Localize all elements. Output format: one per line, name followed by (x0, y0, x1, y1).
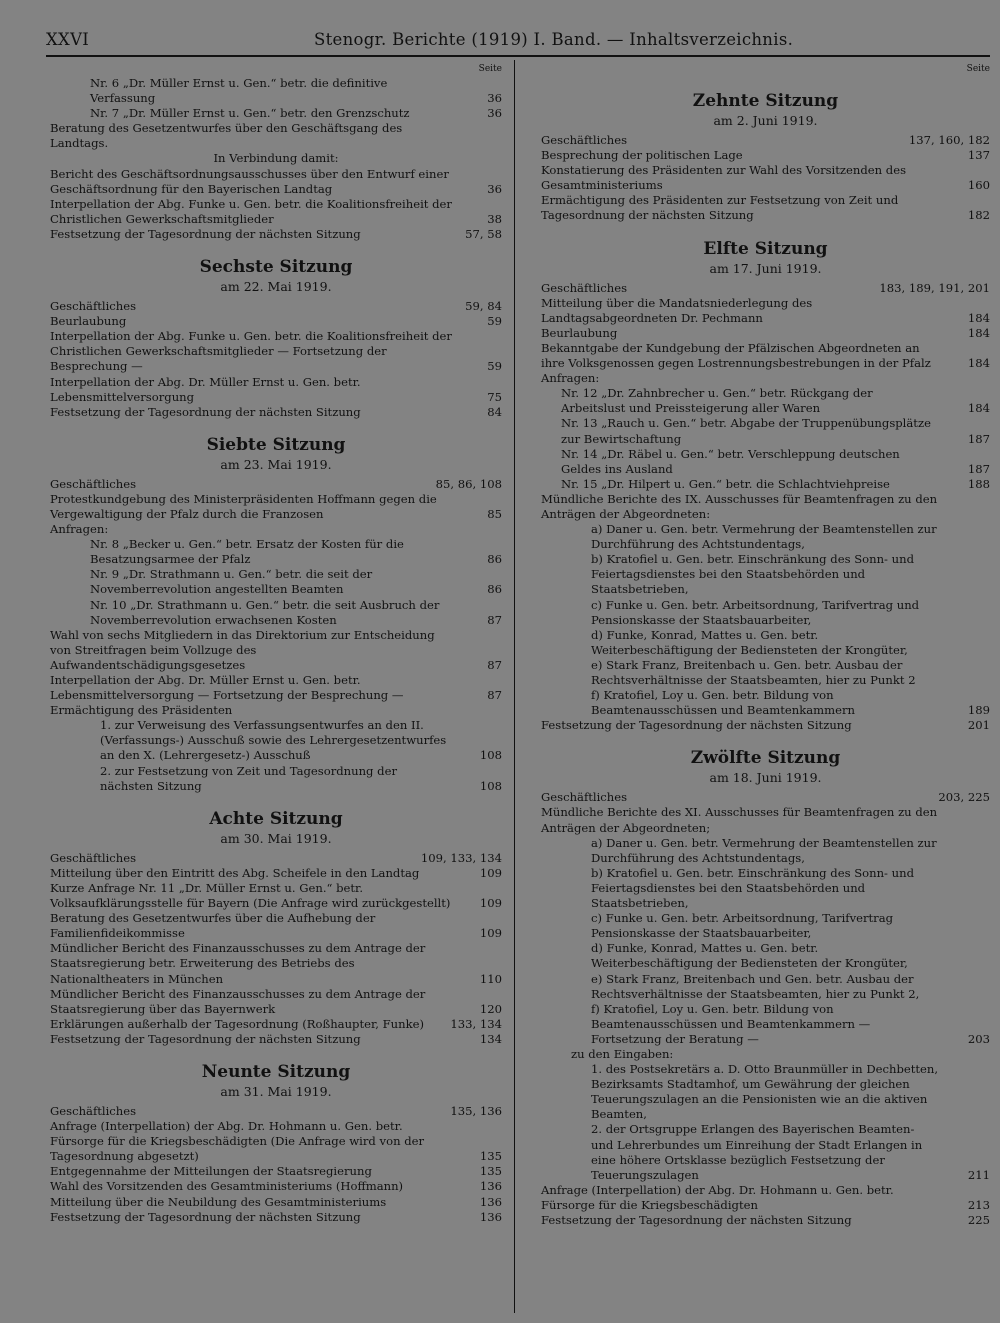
toc-entry (541, 1122, 990, 1182)
toc-entry (50, 673, 502, 703)
toc-entry-text: Geschäftliches (541, 280, 628, 295)
toc-entry-text: Nr. 13 „Rauch u. Gen.“ betr. Abgabe der Truppenübungsplätze zur Bewirtschaftung (561, 416, 931, 446)
section-title: Elfte Sitzung (703, 238, 828, 259)
toc-page-number: 59 (487, 314, 502, 329)
toc-entry (541, 805, 990, 835)
toc-entry (50, 375, 502, 405)
toc-page-number: 109 (479, 865, 502, 880)
toc-page-number: 59, 84 (465, 299, 502, 314)
page-header (46, 30, 988, 54)
toc-page-number: 187 (967, 431, 990, 446)
toc-entry-text: Nr. 7 „Dr. Müller Ernst u. Gen.“ betr. den Grenzschutz (90, 106, 410, 121)
toc-entry (50, 197, 502, 227)
toc-entry-text: a) Daner u. Gen. betr. Vermehrung der Beamtenstellen zur Durchführung des Achtstundentags, (591, 835, 937, 865)
toc-page-number: 36 (487, 91, 502, 106)
toc-entry (50, 492, 502, 522)
toc-entry (541, 416, 990, 446)
toc-entry (50, 941, 502, 986)
toc-entry-text: Geschäftliches (50, 850, 137, 865)
toc-entry-text: Mitteilung über die Mandatsniederlegung des Landtagsabgeordneten Dr. Pechmann (541, 295, 813, 325)
toc-entry (541, 836, 990, 866)
toc-entry (50, 227, 502, 242)
toc-entry-text: Festsetzung der Tagesordnung der nächsten Sitzung (541, 718, 852, 733)
toc-entry (541, 598, 990, 628)
toc-entry-text: Wahl von sechs Mitgliedern in das Direktorium zur Entscheidung von Streitfragen beim Vollzuge des Aufwandentschädigungsgesetzes (50, 627, 435, 672)
toc-entry (541, 477, 990, 492)
toc-entry-text: 2. der Ortsgruppe Erlangen des Bayerischen Beamten- und Lehrerbundes um Einreihung der Stadt Erlangen in eine höhere Ortsklasse bezüglich Festsetzung der Teuerungszulagen (591, 1122, 923, 1182)
toc-entry (50, 764, 502, 794)
toc-entry-text: Ermächtigung des Präsidenten (50, 703, 233, 718)
toc-entry-text: d) Funke, Konrad, Mattes u. Gen. betr. Weiterbeschäftigung der Bediensteten der Krongüter, (591, 627, 908, 657)
toc-entry (50, 987, 502, 1017)
toc-entry-text: Anfrage (Interpellation) der Abg. Dr. Hohmann u. Gen. betr. Fürsorge für die Kriegsbeschädigten (541, 1182, 894, 1212)
toc-entry (541, 658, 990, 688)
toc-entry-text: Geschäftliches (541, 790, 628, 805)
section-title: Zwölfte Sitzung (690, 748, 841, 769)
toc-page-number: 120 (479, 1001, 502, 1016)
toc-page-number: 86 (487, 552, 502, 567)
toc-page-number: 86 (487, 582, 502, 597)
toc-entry-text: Geschäftliches (50, 1103, 137, 1118)
toc-entry-text: Entgegennahme der Mitteilungen der Staatsregierung (50, 1164, 372, 1179)
toc-page-number: 225 (967, 1213, 990, 1227)
toc-entry-text: e) Stark Franz, Breitenbach u. Gen. betr. Ausbau der Rechtsverhältnisse der Staatsbeamten, hier zu Punkt 2 (591, 657, 916, 687)
toc-page-number: 36 (487, 181, 502, 196)
toc-entry-text: Konstatierung des Präsidenten zur Wahl des Vorsitzenden des Gesamtministeriums (541, 163, 907, 193)
toc-entry-text: Festsetzung der Tagesordnung der nächsten Sitzung (50, 226, 361, 241)
toc-page-number: 75 (487, 389, 502, 404)
toc-entry (50, 1195, 502, 1210)
toc-entry (541, 447, 990, 477)
toc-entry (50, 76, 502, 106)
toc-entry (541, 866, 990, 911)
toc-entry (541, 1002, 990, 1047)
seite-label: Seite (478, 64, 502, 74)
toc-entry-text: 1. des Postsekretärs a. D. Otto Braunmüller in Dechbetten, Bezirksamts Stadtamhof, um Gewährung der gleichen Teuerungszulagen an die Pensionisten wie an die aktiven Beamten, (591, 1062, 939, 1122)
toc-entry-text: Nr. 14 „Dr. Räbel u. Gen.“ betr. Verschleppung deutschen Geldes ins Ausland (561, 446, 900, 476)
toc-entry (50, 1119, 502, 1164)
toc-entry-text: d) Funke, Konrad, Mattes u. Gen. betr. Weiterbeschäftigung der Bediensteten der Krongüter, (591, 941, 908, 971)
toc-entry (541, 911, 990, 941)
toc-entry-text: Bekanntgabe der Kundgebung der Pfälzischen Abgeordneten an ihre Volksgenossen gegen Lostrennungsbestrebungen in der Pfalz (541, 340, 931, 371)
toc-page-number: 203, 225 (938, 790, 990, 805)
toc-page-number: 213 (967, 1197, 990, 1212)
toc-page-number: 59 (487, 359, 502, 374)
toc-page-number: 108 (479, 748, 502, 763)
toc-entry (50, 537, 502, 567)
toc-page-number: 85, 86, 108 (435, 476, 502, 491)
toc-entry (541, 552, 990, 597)
toc-entry-text: Mündliche Berichte des XI. Ausschusses für Beamtenfragen zu den Anträgen der Abgeordneten; (541, 805, 938, 835)
toc-entry (50, 1179, 502, 1194)
toc-entry-text: Nr. 6 „Dr. Müller Ernst u. Gen.“ betr. die definitive Verfassung (90, 76, 388, 106)
toc-entry (541, 718, 990, 733)
toc-entry-text: Nr. 10 „Dr. Strathmann u. Gen.“ betr. die seit Ausbruch der Novemberrevolution erwachsenen Kosten (90, 597, 440, 627)
toc-entry-text: f) Kratofiel, Loy u. Gen. betr. Bildung von Beamtenausschüssen und Beamtenkammern — Fortsetzung der Beratung — (591, 1001, 871, 1046)
page-number-roman: XXVI (46, 30, 90, 49)
toc-entry-text: Ermächtigung des Präsidenten zur Festsetzung von Zeit und Tagesordnung der nächsten Sitzung (541, 193, 899, 223)
toc-entry (541, 688, 990, 718)
toc-entry-text: Interpellation der Abg. Funke u. Gen. betr. die Koalitionsfreiheit der Christlichen Gewerkschaftsmitglieder — Fortsetzung der Besprechung — (50, 329, 452, 374)
toc-entry-text: Anfragen: (50, 522, 109, 537)
toc-page-number: 108 (479, 778, 502, 793)
section-date: am 22. Mai 1919. (220, 279, 332, 295)
toc-page-number: 135, 136 (450, 1103, 502, 1118)
toc-entry (50, 718, 502, 763)
toc-entry-text: Geschäftliches (50, 299, 137, 314)
toc-entry-text: c) Funke u. Gen. betr. Arbeitsordnung, Tarifvertrag Pensionskasse der Staatsbauarbeiter, (591, 911, 894, 941)
toc-entry (50, 106, 502, 121)
toc-entry-text: Festsetzung der Tagesordnung der nächsten Sitzung (50, 1209, 361, 1224)
section-title: Neunte Sitzung (201, 1061, 351, 1082)
toc-page-number: 188 (967, 476, 990, 491)
toc-page-number: 133, 134 (450, 1016, 502, 1031)
toc-page-number: 184 (967, 310, 990, 325)
toc-entry-text: Kurze Anfrage Nr. 11 „Dr. Müller Ernst u. Gen.“ betr. Volksaufklärungsstelle für Bayern (Die Anfrage wird zurückgestellt) (50, 880, 451, 911)
toc-entry (50, 314, 502, 329)
toc-entry-text: Mitteilung über die Neubildung des Gesamtministeriums (50, 1194, 387, 1209)
toc-entry (50, 598, 502, 628)
toc-page-number: 134 (479, 1031, 502, 1046)
toc-entry (541, 1047, 990, 1062)
toc-entry-text: Geschäftliches (50, 476, 137, 491)
section-title: Sechste Sitzung (199, 257, 353, 278)
toc-entry (541, 790, 990, 805)
toc-entry-text: Mündliche Berichte des IX. Ausschusses für Beamtenfragen zu den Anträgen der Abgeordneten: (541, 491, 938, 521)
toc-entry (541, 628, 990, 658)
toc-entry (541, 492, 990, 522)
toc-page-number: 87 (487, 612, 502, 627)
section-date: am 31. Mai 1919. (220, 1083, 332, 1099)
toc-entry-text: Protestkundgebung des Ministerpräsidenten Hoffmann gegen die Vergewaltigung der Pfalz durch die Franzosen (50, 491, 437, 521)
toc-entry (50, 522, 502, 537)
toc-entry-text: zu den Eingaben: (571, 1046, 674, 1061)
toc-entry-text: Festsetzung der Tagesordnung der nächsten Sitzung (50, 1031, 361, 1046)
toc-entry-text: Beratung des Gesetzentwurfes über den Geschäftsgang des Landtags. (50, 121, 403, 151)
toc-entry (541, 1062, 990, 1122)
toc-page-number: 203 (967, 1031, 990, 1046)
left-column (50, 62, 502, 1225)
toc-entry-text: Bericht des Geschäftsordnungsausschusses über den Entwurf einer Geschäftsordnung für den Bayerischen Landtag (50, 166, 449, 196)
toc-page-number: 184 (967, 356, 990, 371)
toc-entry (50, 911, 502, 941)
toc-entry (50, 1210, 502, 1225)
toc-entry (541, 281, 990, 296)
toc-page-number: 85 (487, 506, 502, 521)
toc-entry (541, 296, 990, 326)
toc-page-number: 201 (967, 718, 990, 733)
toc-entry-text: Interpellation der Abg. Dr. Müller Ernst u. Gen. betr. Lebensmittelversorgung (50, 374, 361, 404)
toc-entry (50, 299, 502, 314)
toc-page-number: 160 (967, 178, 990, 193)
toc-entry (541, 148, 990, 163)
toc-page-number: 38 (487, 211, 502, 226)
section-title: Zehnte Sitzung (692, 91, 839, 111)
toc-entry (50, 881, 502, 911)
toc-entry (541, 193, 990, 223)
toc-entry (541, 522, 990, 552)
toc-page-number: 182 (967, 208, 990, 223)
toc-entry-text: Beratung des Gesetzentwurfes über die Aufhebung der Familienfideikommisse (50, 911, 376, 941)
toc-entry (50, 167, 502, 197)
toc-entry (50, 1017, 502, 1032)
toc-entry (541, 972, 990, 1002)
toc-page-number: 109 (479, 896, 502, 911)
column-divider (514, 60, 515, 1313)
toc-page-number: 184 (967, 401, 990, 416)
toc-entry-text: e) Stark Franz, Breitenbach und Gen. betr. Ausbau der Rechtsverhältnisse der Staatsbeamten, hier zu Punkt 2, (591, 971, 920, 1001)
toc-entry-text: Besprechung der politischen Lage (541, 148, 743, 163)
toc-entry-text: Mitteilung über den Eintritt des Abg. Scheifele in den Landtag (50, 865, 420, 880)
section-title: Achte Sitzung (209, 808, 343, 829)
toc-entry-text: Nr. 15 „Dr. Hilpert u. Gen.“ betr. die Schlachtviehpreise (561, 476, 890, 491)
toc-entry (541, 163, 990, 193)
toc-entry-text: Festsetzung der Tagesordnung der nächsten Sitzung (50, 404, 361, 419)
toc-page-number: 84 (487, 404, 502, 419)
toc-entry (50, 703, 502, 718)
toc-entry-text: Nr. 12 „Dr. Zahnbrecher u. Gen.“ betr. Rückgang der Arbeitslust und Preissteigerung aller Waren (561, 386, 873, 416)
toc-page-number: 184 (967, 325, 990, 340)
section-date: am 17. Juni 1919. (709, 260, 822, 276)
toc-entry (541, 941, 990, 971)
toc-entry-text: 2. zur Festsetzung von Zeit und Tagesordnung der nächsten Sitzung (100, 763, 397, 793)
toc-entry-text: Beurlaubung (541, 325, 618, 340)
center-note: In Verbindung damit: (213, 151, 339, 166)
toc-entry-text: Nr. 9 „Dr. Strathmann u. Gen.“ betr. die seit der Novemberrevolution angestellten Beamten (90, 567, 373, 597)
toc-entry (50, 1104, 502, 1119)
header-rule (46, 55, 990, 57)
toc-entry-text: 1. zur Verweisung des Verfassungsentwurfes an den II. (Verfassungs-) Ausschuß sowie des Lehrergesetzentwurfes an den X. (Lehrergesetz-) Ausschuß (100, 718, 447, 763)
toc-entry (50, 628, 502, 673)
toc-page-number: 211 (967, 1167, 990, 1182)
toc-page-number: 189 (967, 703, 990, 718)
section-date: am 23. Mai 1919. (220, 456, 332, 472)
toc-entry (541, 386, 990, 416)
toc-entry (50, 567, 502, 597)
toc-entry-text: Anfrage (Interpellation) der Abg. Dr. Hohmann u. Gen. betr. Fürsorge für die Kriegsbeschädigten (Die Anfrage wird von der Tagesordnung abgesetzt) (50, 1119, 425, 1164)
toc-entry (541, 371, 990, 386)
seite-label: Seite (966, 64, 990, 74)
toc-page-number: 136 (479, 1194, 502, 1209)
toc-entry-text: f) Kratofiel, Loy u. Gen. betr. Bildung von Beamtenausschüssen und Beamtenkammern (591, 688, 856, 718)
right-column (541, 62, 990, 1228)
toc-entry-text: Mündlicher Bericht des Finanzausschusses zu dem Antrage der Staatsregierung betr. Erweiterung des Betriebs des Nationaltheaters in München (50, 941, 426, 986)
toc-entry (541, 133, 990, 148)
toc-page-number: 109, 133, 134 (420, 850, 502, 865)
section-title: Siebte Sitzung (206, 434, 346, 455)
toc-entry (50, 405, 502, 420)
toc-entry-text: a) Daner u. Gen. betr. Vermehrung der Beamtenstellen zur Durchführung des Achtstundentags, (591, 522, 937, 552)
toc-entry-text: c) Funke u. Gen. betr. Arbeitsordnung, Tarifvertrag und Pensionskasse der Staatsbauarbeiter, (591, 597, 920, 627)
toc-entry-text: Geschäftliches (541, 133, 628, 147)
toc-entry-text: Anfragen: (541, 371, 600, 386)
toc-entry (50, 477, 502, 492)
toc-page-number: 110 (479, 971, 502, 986)
toc-entry (50, 866, 502, 881)
toc-entry-text: b) Kratofiel u. Gen. betr. Einschränkung des Sonn- und Feiertagsdienstes bei den Staatsbehörden und Staatsbetrieben, (591, 552, 915, 597)
toc-entry (541, 341, 990, 371)
toc-entry (50, 1032, 502, 1047)
toc-entry-text: Festsetzung der Tagesordnung der nächsten Sitzung (541, 1213, 852, 1227)
toc-entry (541, 1183, 990, 1213)
toc-entry (50, 121, 502, 151)
toc-page-number: 183, 189, 191, 201 (879, 280, 990, 295)
toc-page-number: 136 (479, 1209, 502, 1224)
toc-page-number: 87 (487, 657, 502, 672)
toc-page-number: 87 (487, 688, 502, 703)
toc-entry-text: Wahl des Vorsitzenden des Gesamtministeriums (Hoffmann) (50, 1179, 404, 1194)
running-title: Stenogr. Berichte (1919) I. Band. — Inhaltsverzeichnis. (314, 30, 794, 49)
toc-page-number: 57, 58 (465, 226, 502, 241)
toc-entry (50, 329, 502, 374)
toc-page-number: 109 (479, 926, 502, 941)
toc-entry-text: Erklärungen außerhalb der Tagesordnung (Roßhaupter, Funke) (50, 1016, 425, 1031)
toc-entry-text: Mündlicher Bericht des Finanzausschusses zu dem Antrage der Staatsregierung über das Bayernwerk (50, 986, 426, 1016)
toc-page-number: 137, 160, 182 (908, 133, 990, 147)
toc-page-number: 136 (479, 1179, 502, 1194)
toc-entry-text: b) Kratofiel u. Gen. betr. Einschränkung des Sonn- und Feiertagsdienstes bei den Staatsbehörden und Staatsbetrieben, (591, 865, 915, 911)
toc-entry (541, 326, 990, 341)
section-date: am 2. Juni 1919. (713, 113, 818, 128)
section-date: am 18. Juni 1919. (709, 770, 822, 786)
toc-entry (541, 1213, 990, 1228)
toc-entry (50, 1164, 502, 1179)
toc-page-number: 36 (487, 106, 502, 121)
toc-entry-text: Interpellation der Abg. Dr. Müller Ernst u. Gen. betr. Lebensmittelversorgung — Fortsetzung der Besprechung — (50, 673, 404, 703)
toc-entry-text: Interpellation der Abg. Funke u. Gen. betr. die Koalitionsfreiheit der Christlichen Gewerkschaftsmitglieder (50, 196, 452, 226)
toc-entry-text: Nr. 8 „Becker u. Gen.“ betr. Ersatz der Kosten für die Besatzungsarmee der Pfalz (90, 537, 404, 567)
toc-page-number: 137 (967, 148, 990, 163)
toc-entry (50, 851, 502, 866)
toc-page-number: 135 (479, 1149, 502, 1164)
section-date: am 30. Mai 1919. (220, 830, 332, 846)
toc-entry-text: Beurlaubung (50, 314, 127, 329)
toc-page-number: 135 (479, 1164, 502, 1179)
toc-page-number: 187 (967, 461, 990, 476)
